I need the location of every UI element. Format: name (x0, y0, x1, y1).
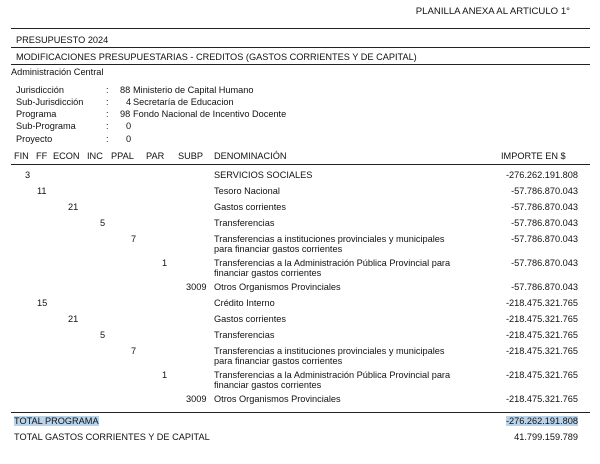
col-importe: IMPORTE EN $ (501, 151, 566, 161)
row-code: 11 (37, 186, 47, 196)
divider-mid (11, 47, 590, 48)
row-code: 1 (162, 258, 168, 268)
col-subp: SUBP (178, 151, 204, 161)
row-importe: -57.786.870.043 (511, 202, 578, 212)
modificaciones-title: MODIFICACIONES PRESUPUESTARIAS - CREDITOS (GASTOS CORRIENTES Y DE CAPITAL) (16, 52, 417, 62)
row-denominacion: SERVICIOS SOCIALES (214, 170, 313, 180)
info-sep: : (106, 121, 109, 131)
row-code: 5 (100, 218, 106, 228)
total-programa-row (0, 416, 600, 430)
table-row (0, 314, 600, 328)
table-row (0, 186, 600, 200)
total-gastos-label: TOTAL GASTOS CORRIENTES Y DE CAPITAL (14, 432, 210, 442)
row-denominacion: Tesoro Nacional (214, 186, 280, 196)
total-programa-label: TOTAL PROGRAMA (14, 416, 99, 426)
col-inc: INC (87, 151, 103, 161)
row-importe: -218.475.321.765 (505, 314, 578, 324)
row-importe: -218.475.321.765 (505, 298, 578, 308)
row-importe: -57.786.870.043 (511, 218, 578, 228)
col-econ: ECON (53, 151, 80, 161)
table-row (0, 298, 600, 312)
divider-header (11, 164, 590, 165)
table-row (0, 394, 600, 408)
info-code: 0 (126, 134, 132, 144)
row-denominacion: Transferencias a la Administración Pública Provincial para financiar gastos corrientes (214, 370, 451, 390)
row-importe: -218.475.321.765 (505, 370, 578, 380)
row-importe: -218.475.321.765 (505, 346, 578, 356)
col-par: PAR (146, 151, 165, 161)
row-denominacion: Otros Organismos Provinciales (214, 394, 341, 404)
info-value: Secretaría de Educacion (133, 97, 234, 107)
row-denominacion: Transferencias a instituciones provinciales y municipales para financiar gastos corrientes (214, 346, 445, 366)
row-importe: -218.475.321.765 (505, 330, 578, 340)
info-code: 88 (120, 85, 131, 95)
info-label: Proyecto (16, 134, 53, 144)
info-code: 4 (126, 97, 132, 107)
table-row (0, 346, 600, 368)
info-sep: : (106, 97, 109, 107)
row-importe: -276.262.191.808 (505, 170, 578, 180)
total-gastos-row (0, 432, 600, 446)
divider-top (11, 28, 590, 29)
row-code: 5 (100, 330, 106, 340)
info-sep: : (106, 134, 109, 144)
info-value: Fondo Nacional de Incentivo Docente (133, 109, 287, 119)
table-row (0, 170, 600, 184)
table-row (0, 370, 600, 392)
row-code: 15 (37, 298, 48, 308)
row-denominacion: Transferencias (214, 218, 275, 228)
table-row (0, 218, 600, 232)
col-fin: FIN (14, 151, 29, 161)
row-code: 7 (131, 346, 137, 356)
table-row (0, 202, 600, 216)
info-sep: : (106, 85, 109, 95)
planilla-title: PLANILLA ANEXA AL ARTICULO 1° (415, 6, 570, 17)
row-code: 3 (25, 170, 31, 180)
presupuesto-label: PRESUPUESTO 2024 (16, 35, 109, 45)
row-code: 3009 (186, 282, 207, 292)
info-label: Programa (16, 109, 57, 119)
divider-total (11, 412, 590, 413)
info-sep: : (106, 109, 109, 119)
row-denominacion: Gastos corrientes (214, 202, 286, 212)
table-row (0, 330, 600, 344)
row-code: 21 (68, 314, 79, 324)
row-importe: -218.475.321.765 (505, 394, 578, 404)
row-denominacion: Transferencias a la Administración Pública Provincial para financiar gastos corrientes (214, 258, 451, 278)
info-label: Sub-Programa (16, 121, 76, 131)
row-denominacion: Otros Organismos Provinciales (214, 282, 341, 292)
info-label: Sub-Jurisdicción (16, 97, 84, 107)
row-importe: -57.786.870.043 (511, 234, 578, 244)
row-importe: -57.786.870.043 (511, 282, 578, 292)
divider-under-title (11, 64, 590, 65)
table-row (0, 234, 600, 256)
row-code: 7 (131, 234, 137, 244)
col-ppal: PPAL (111, 151, 134, 161)
info-code: 98 (120, 109, 131, 119)
row-denominacion: Crédito Interno (214, 298, 275, 308)
col-ff: FF (36, 151, 48, 161)
row-denominacion: Transferencias (214, 330, 275, 340)
info-label: Jurisdicción (16, 85, 64, 95)
row-denominacion: Transferencias a instituciones provinciales y municipales para financiar gastos corrientes (214, 234, 445, 254)
row-code: 3009 (186, 394, 207, 404)
col-denominacion: DENOMINACIÓN (214, 151, 287, 161)
row-code: 21 (68, 202, 79, 212)
row-code: 1 (162, 370, 168, 380)
info-code: 0 (126, 121, 132, 131)
table-row (0, 282, 600, 296)
row-denominacion: Gastos corrientes (214, 314, 286, 324)
total-gastos-importe: 41.799.159.789 (514, 432, 578, 442)
row-importe: -57.786.870.043 (511, 186, 578, 196)
administracion-label: Administración Central (11, 67, 104, 77)
info-value: Ministerio de Capital Humano (133, 85, 254, 95)
row-importe: -57.786.870.043 (511, 258, 578, 268)
table-row (0, 258, 600, 280)
total-programa-importe: -276.262.191.808 (505, 416, 578, 426)
